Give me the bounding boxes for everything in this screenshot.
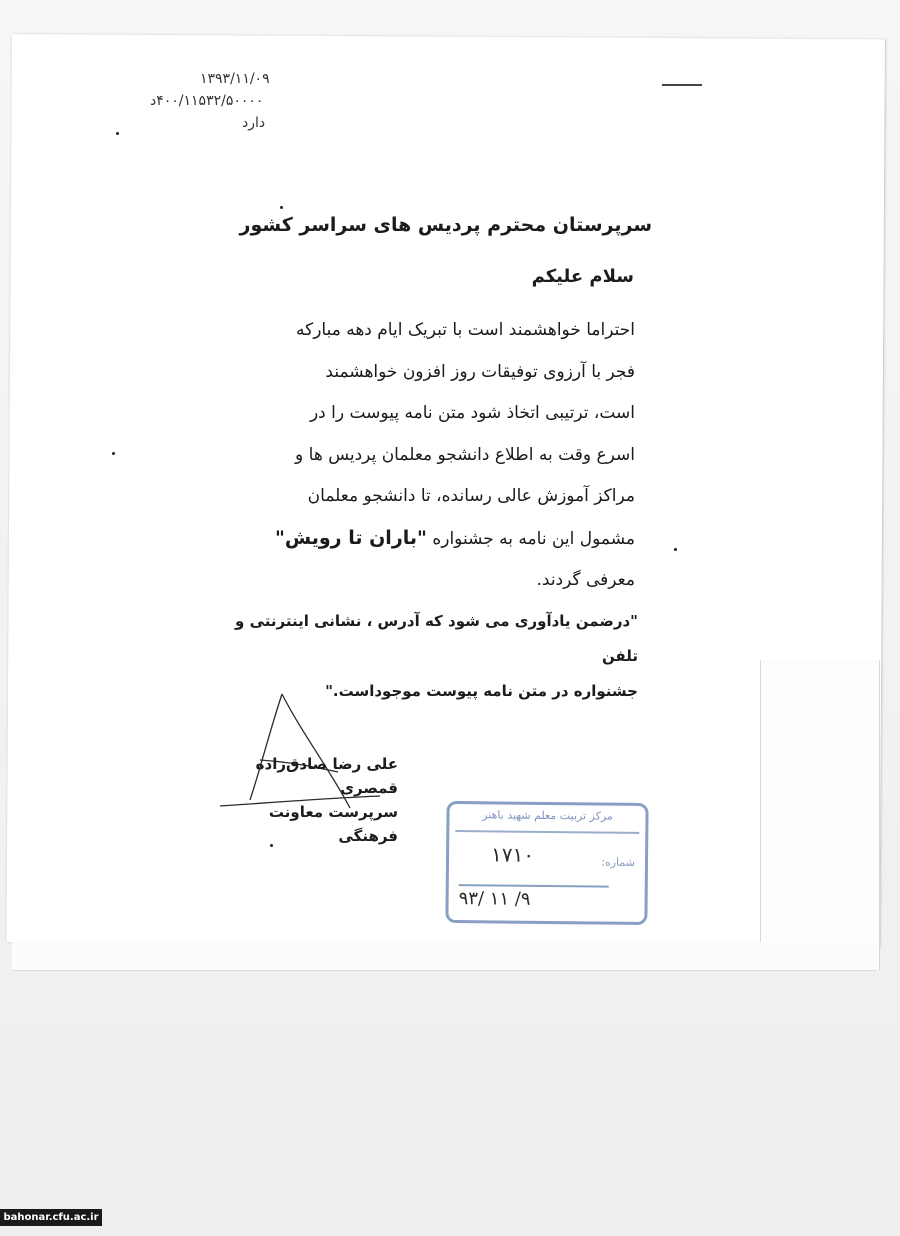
paper-bottom-strip [12,942,877,971]
body-line: مراکز آموزش عالی رسانده، تا دانشجو معلمان [307,486,635,506]
scan-speck [112,452,115,455]
scan-speck [280,206,283,209]
letter-attachment: دارد [242,115,266,131]
letter-heading: سرپرستان محترم پردیس های سراسر کشور [239,214,652,236]
festival-name: "باران تا رویش" [274,526,427,549]
receipt-stamp [445,801,648,925]
letter-meta [150,68,280,134]
letter-body [230,310,635,602]
paper-edge [760,660,880,970]
scan-speck [674,548,677,551]
signer-title: سرپرست معاونت فرهنگی [268,803,398,845]
body-line: است، ترتیبی اتخاذ شود متن نامه پیوست را در [309,403,635,423]
scan-speck [116,132,119,135]
letter-date: ۱۳۹۳/۱۱/۰۹ [200,71,270,87]
signature-block [218,752,398,848]
body-line: مشمول این نامه به جشنواره [426,528,635,549]
stamp-number: ۱۷۱۰ [490,842,535,867]
stamp-label: شماره: [601,855,636,869]
note-line: "درضمن یادآوری می شود که آدرس ، نشانی اینترنتی و تلفن [235,612,638,665]
stamp-date: ۹۳/ ۱۱ /۹ [459,884,609,911]
footer-site-label: bahonar.cfu.ac.ir [0,1209,102,1226]
scan-speck [270,844,273,847]
body-line-festival [230,518,635,561]
body-closing: معرفی گردند. [536,570,635,590]
note-line: جشنواره در متن نامه پیوست موجوداست." [325,682,638,700]
letter-greeting: سلام علیکم [531,266,634,287]
signer-name: علی رضا صادق‌زاده قمصری [255,755,398,797]
header-dash [662,84,702,86]
body-line: احتراما خواهشمند است با تبریک ایام دهه مبارکه [295,320,635,340]
body-line: اسرع وقت به اطلاع دانشجو معلمان پردیس ها و [295,444,635,465]
body-line: فجر با آرزوی توفیقات روز افزون خواهشمند [325,361,635,382]
letter-number: ۴۰۰/۱۱۵۳۲/۵۰۰۰۰د [150,93,264,109]
stamp-header: مرکز تربیت معلم شهید باهنر [455,808,639,834]
